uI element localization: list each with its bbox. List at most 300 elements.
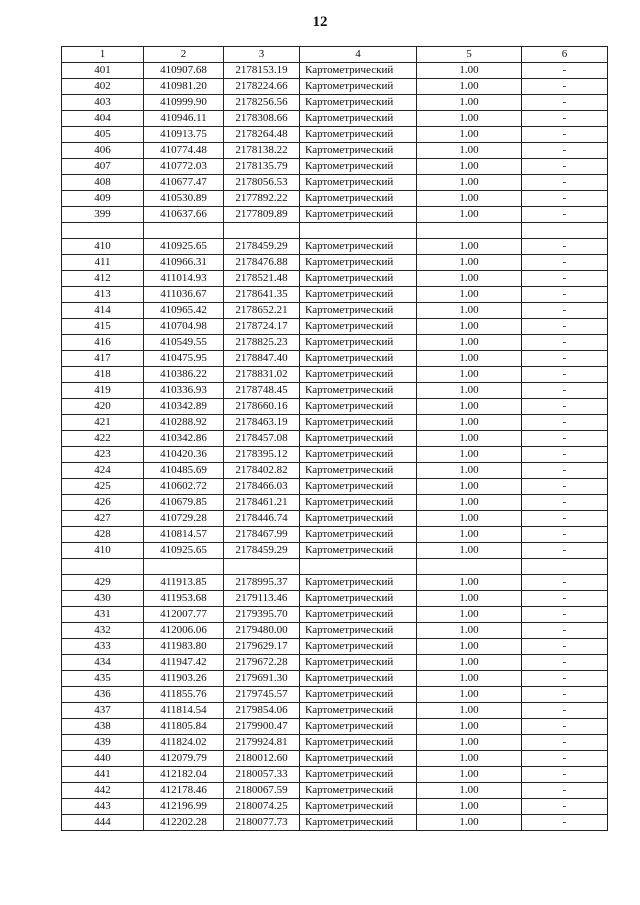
x-coordinate-cell: 410485.69 [144,463,224,479]
table-row [62,431,608,447]
column-header-2: 2 [144,47,224,63]
y-coordinate-cell: 2178825.23 [224,335,300,351]
method-cell: Картометрический [300,783,417,799]
point-number-cell: 416 [62,335,144,351]
x-coordinate-cell: 411036.67 [144,287,224,303]
x-coordinate-cell: 410729.28 [144,511,224,527]
note-cell: - [522,447,608,463]
method-cell: Картометрический [300,479,417,495]
accuracy-cell: 1.00 [417,799,522,815]
table-row [62,815,608,831]
point-number-cell: 441 [62,767,144,783]
method-cell: Картометрический [300,687,417,703]
x-coordinate-cell [144,559,224,575]
y-coordinate-cell: 2179395.70 [224,607,300,623]
accuracy-cell: 1.00 [417,271,522,287]
accuracy-cell: 1.00 [417,127,522,143]
table-row [62,511,608,527]
y-coordinate-cell: 2178461.21 [224,495,300,511]
point-number-cell: 417 [62,351,144,367]
point-number-cell: 434 [62,655,144,671]
x-coordinate-cell: 410475.95 [144,351,224,367]
x-coordinate-cell: 410966.31 [144,255,224,271]
point-number-cell: 444 [62,815,144,831]
point-number-cell: 435 [62,671,144,687]
note-cell: - [522,767,608,783]
point-number-cell: 427 [62,511,144,527]
method-cell: Картометрический [300,591,417,607]
method-cell: Картометрический [300,127,417,143]
note-cell: - [522,703,608,719]
y-coordinate-cell: 2179629.17 [224,639,300,655]
accuracy-cell [417,559,522,575]
table-row [62,479,608,495]
note-cell: - [522,463,608,479]
point-number-cell: 409 [62,191,144,207]
point-number-cell: 410 [62,543,144,559]
method-cell [300,559,417,575]
x-coordinate-cell: 410774.48 [144,143,224,159]
x-coordinate-cell: 411947.42 [144,655,224,671]
point-number-cell: 431 [62,607,144,623]
note-cell: - [522,607,608,623]
note-cell: - [522,751,608,767]
y-coordinate-cell: 2179924.81 [224,735,300,751]
y-coordinate-cell: 2178402.82 [224,463,300,479]
point-number-cell: 414 [62,303,144,319]
method-cell: Картометрический [300,79,417,95]
point-number-cell: 430 [62,591,144,607]
y-coordinate-cell: 2178224.66 [224,79,300,95]
note-cell: - [522,799,608,815]
table-row [62,191,608,207]
accuracy-cell: 1.00 [417,207,522,223]
accuracy-cell: 1.00 [417,735,522,751]
point-number-cell: 426 [62,495,144,511]
accuracy-cell: 1.00 [417,79,522,95]
table-row [62,783,608,799]
y-coordinate-cell: 2178652.21 [224,303,300,319]
table-row [62,367,608,383]
x-coordinate-cell: 410965.42 [144,303,224,319]
point-number-cell: 413 [62,287,144,303]
method-cell: Картометрический [300,159,417,175]
y-coordinate-cell: 2179480.00 [224,623,300,639]
method-cell: Картометрический [300,191,417,207]
table-row [62,303,608,319]
point-number-cell: 415 [62,319,144,335]
method-cell: Картометрический [300,543,417,559]
table-row [62,767,608,783]
accuracy-cell: 1.00 [417,575,522,591]
method-cell: Картометрический [300,527,417,543]
accuracy-cell: 1.00 [417,239,522,255]
y-coordinate-cell: 2178476.88 [224,255,300,271]
table-row [62,463,608,479]
table-row [62,79,608,95]
method-cell: Картометрический [300,287,417,303]
method-cell: Картометрический [300,415,417,431]
method-cell: Картометрический [300,351,417,367]
table-header-row [62,47,608,63]
note-cell: - [522,783,608,799]
note-cell: - [522,719,608,735]
point-number-cell: 403 [62,95,144,111]
accuracy-cell: 1.00 [417,479,522,495]
note-cell: - [522,319,608,335]
accuracy-cell: 1.00 [417,767,522,783]
note-cell: - [522,383,608,399]
method-cell: Картометрический [300,255,417,271]
point-number-cell: 418 [62,367,144,383]
table-row [62,239,608,255]
point-number-cell: 405 [62,127,144,143]
y-coordinate-cell: 2178138.22 [224,143,300,159]
method-cell: Картометрический [300,751,417,767]
y-coordinate-cell: 2180067.59 [224,783,300,799]
y-coordinate-cell: 2178459.29 [224,239,300,255]
table-row [62,671,608,687]
x-coordinate-cell: 410602.72 [144,479,224,495]
table-row [62,175,608,191]
point-number-cell: 411 [62,255,144,271]
table-body [62,63,608,831]
y-coordinate-cell: 2178256.56 [224,95,300,111]
point-number-cell: 438 [62,719,144,735]
x-coordinate-cell: 411014.93 [144,271,224,287]
point-number-cell: 439 [62,735,144,751]
y-coordinate-cell: 2178459.29 [224,543,300,559]
x-coordinate-cell: 410946.11 [144,111,224,127]
accuracy-cell: 1.00 [417,607,522,623]
accuracy-cell: 1.00 [417,175,522,191]
point-number-cell: 407 [62,159,144,175]
point-number-cell: 401 [62,63,144,79]
separator-row [62,223,608,239]
note-cell: - [522,63,608,79]
accuracy-cell: 1.00 [417,191,522,207]
x-coordinate-cell: 410814.57 [144,527,224,543]
accuracy-cell: 1.00 [417,399,522,415]
accuracy-cell: 1.00 [417,687,522,703]
table-row [62,719,608,735]
method-cell: Картометрический [300,655,417,671]
y-coordinate-cell: 2178724.17 [224,319,300,335]
point-number-cell: 443 [62,799,144,815]
method-cell: Картометрический [300,271,417,287]
point-number-cell: 406 [62,143,144,159]
x-coordinate-cell: 410981.20 [144,79,224,95]
table-row [62,127,608,143]
column-header-3: 3 [224,47,300,63]
point-number-cell: 399 [62,207,144,223]
point-number-cell: 436 [62,687,144,703]
accuracy-cell: 1.00 [417,95,522,111]
y-coordinate-cell: 2177809.89 [224,207,300,223]
note-cell: - [522,591,608,607]
y-coordinate-cell: 2179745.57 [224,687,300,703]
x-coordinate-cell: 412182.04 [144,767,224,783]
y-coordinate-cell: 2180074.25 [224,799,300,815]
y-coordinate-cell: 2178641.35 [224,287,300,303]
note-cell: - [522,399,608,415]
table-row [62,591,608,607]
method-cell: Картометрический [300,815,417,831]
note-cell: - [522,575,608,591]
note-cell: - [522,335,608,351]
note-cell: - [522,351,608,367]
note-cell: - [522,639,608,655]
x-coordinate-cell: 410679.85 [144,495,224,511]
table-row [62,623,608,639]
accuracy-cell: 1.00 [417,415,522,431]
point-number-cell: 420 [62,399,144,415]
method-cell: Картометрический [300,703,417,719]
note-cell: - [522,479,608,495]
x-coordinate-cell: 411953.68 [144,591,224,607]
table-row [62,607,608,623]
accuracy-cell: 1.00 [417,351,522,367]
table-row [62,159,608,175]
accuracy-cell: 1.00 [417,511,522,527]
accuracy-cell: 1.00 [417,591,522,607]
x-coordinate-cell: 412006.06 [144,623,224,639]
table-row [62,639,608,655]
y-coordinate-cell: 2178135.79 [224,159,300,175]
y-coordinate-cell: 2179691.30 [224,671,300,687]
point-number-cell: 442 [62,783,144,799]
x-coordinate-cell: 411814.54 [144,703,224,719]
table-row [62,447,608,463]
x-coordinate-cell: 412196.99 [144,799,224,815]
note-cell: - [522,127,608,143]
x-coordinate-cell: 410637.66 [144,207,224,223]
accuracy-cell: 1.00 [417,159,522,175]
method-cell: Картометрический [300,335,417,351]
method-cell: Картометрический [300,207,417,223]
point-number-cell: 422 [62,431,144,447]
note-cell: - [522,271,608,287]
table-row [62,63,608,79]
y-coordinate-cell: 2178446.74 [224,511,300,527]
note-cell: - [522,79,608,95]
note-cell: - [522,655,608,671]
column-header-5: 5 [417,47,522,63]
note-cell: - [522,175,608,191]
method-cell: Картометрический [300,95,417,111]
table-row [62,383,608,399]
accuracy-cell: 1.00 [417,319,522,335]
y-coordinate-cell [224,223,300,239]
table-row [62,335,608,351]
note-cell: - [522,255,608,271]
note-cell: - [522,431,608,447]
note-cell: - [522,111,608,127]
accuracy-cell: 1.00 [417,111,522,127]
y-coordinate-cell: 2178467.99 [224,527,300,543]
x-coordinate-cell: 410677.47 [144,175,224,191]
x-coordinate-cell: 410420.36 [144,447,224,463]
table-row [62,751,608,767]
x-coordinate-cell: 410704.98 [144,319,224,335]
y-coordinate-cell: 2178056.53 [224,175,300,191]
table-row [62,207,608,223]
separator-row [62,559,608,575]
method-cell [300,223,417,239]
note-cell: - [522,367,608,383]
x-coordinate-cell: 410925.65 [144,239,224,255]
method-cell: Картометрический [300,367,417,383]
accuracy-cell: 1.00 [417,527,522,543]
note-cell: - [522,191,608,207]
y-coordinate-cell: 2178995.37 [224,575,300,591]
note-cell: - [522,303,608,319]
note-cell: - [522,495,608,511]
accuracy-cell: 1.00 [417,495,522,511]
note-cell: - [522,687,608,703]
table-row [62,703,608,719]
accuracy-cell: 1.00 [417,815,522,831]
note-cell: - [522,159,608,175]
y-coordinate-cell: 2179900.47 [224,719,300,735]
x-coordinate-cell: 411855.76 [144,687,224,703]
note-cell [522,559,608,575]
method-cell: Картометрический [300,623,417,639]
method-cell: Картометрический [300,575,417,591]
accuracy-cell: 1.00 [417,63,522,79]
x-coordinate-cell: 410913.75 [144,127,224,143]
y-coordinate-cell: 2179672.28 [224,655,300,671]
y-coordinate-cell: 2178457.08 [224,431,300,447]
x-coordinate-cell: 410772.03 [144,159,224,175]
column-header-6: 6 [522,47,608,63]
x-coordinate-cell: 411903.26 [144,671,224,687]
method-cell: Картометрический [300,431,417,447]
page-number: 12 [312,14,328,30]
method-cell: Картометрический [300,175,417,191]
table-row [62,527,608,543]
table-row [62,575,608,591]
x-coordinate-cell: 412202.28 [144,815,224,831]
point-number-cell [62,223,144,239]
y-coordinate-cell: 2178748.45 [224,383,300,399]
x-coordinate-cell: 410342.86 [144,431,224,447]
y-coordinate-cell: 2178521.48 [224,271,300,287]
y-coordinate-cell: 2177892.22 [224,191,300,207]
note-cell: - [522,415,608,431]
x-coordinate-cell: 410336.93 [144,383,224,399]
note-cell: - [522,95,608,111]
table-row [62,95,608,111]
accuracy-cell: 1.00 [417,447,522,463]
x-coordinate-cell: 410342.89 [144,399,224,415]
point-number-cell: 429 [62,575,144,591]
x-coordinate-cell: 410549.55 [144,335,224,351]
table-row [62,111,608,127]
accuracy-cell: 1.00 [417,143,522,159]
x-coordinate-cell: 411805.84 [144,719,224,735]
coordinates-table [61,46,608,831]
column-header-1: 1 [62,47,144,63]
x-coordinate-cell: 410530.89 [144,191,224,207]
accuracy-cell: 1.00 [417,703,522,719]
method-cell: Картометрический [300,495,417,511]
note-cell: - [522,815,608,831]
y-coordinate-cell: 2178463.19 [224,415,300,431]
accuracy-cell: 1.00 [417,303,522,319]
table-row [62,271,608,287]
y-coordinate-cell: 2178660.16 [224,399,300,415]
accuracy-cell [417,223,522,239]
y-coordinate-cell: 2180057.33 [224,767,300,783]
column-header-4: 4 [300,47,417,63]
table-row [62,287,608,303]
note-cell: - [522,735,608,751]
note-cell: - [522,287,608,303]
method-cell: Картометрический [300,463,417,479]
table-row [62,255,608,271]
table-row [62,399,608,415]
method-cell: Картометрический [300,511,417,527]
table-row [62,543,608,559]
table-row [62,415,608,431]
y-coordinate-cell [224,559,300,575]
y-coordinate-cell: 2179113.46 [224,591,300,607]
x-coordinate-cell: 410925.65 [144,543,224,559]
y-coordinate-cell: 2180012.60 [224,751,300,767]
accuracy-cell: 1.00 [417,751,522,767]
method-cell: Картометрический [300,799,417,815]
y-coordinate-cell: 2178831.02 [224,367,300,383]
note-cell: - [522,671,608,687]
point-number-cell: 404 [62,111,144,127]
method-cell: Картометрический [300,239,417,255]
method-cell: Картометрический [300,447,417,463]
y-coordinate-cell: 2178264.48 [224,127,300,143]
table-row [62,319,608,335]
method-cell: Картометрический [300,383,417,399]
y-coordinate-cell: 2178466.03 [224,479,300,495]
note-cell: - [522,239,608,255]
table-row [62,143,608,159]
method-cell: Картометрический [300,607,417,623]
accuracy-cell: 1.00 [417,335,522,351]
accuracy-cell: 1.00 [417,639,522,655]
table-row [62,687,608,703]
point-number-cell: 424 [62,463,144,479]
method-cell: Картометрический [300,399,417,415]
point-number-cell: 428 [62,527,144,543]
x-coordinate-cell: 412007.77 [144,607,224,623]
table-row [62,799,608,815]
accuracy-cell: 1.00 [417,783,522,799]
point-number-cell: 402 [62,79,144,95]
method-cell: Картометрический [300,671,417,687]
y-coordinate-cell: 2178153.19 [224,63,300,79]
x-coordinate-cell: 412178.46 [144,783,224,799]
x-coordinate-cell: 410386.22 [144,367,224,383]
method-cell: Картометрический [300,719,417,735]
x-coordinate-cell: 410907.68 [144,63,224,79]
accuracy-cell: 1.00 [417,463,522,479]
x-coordinate-cell: 412079.79 [144,751,224,767]
method-cell: Картометрический [300,63,417,79]
y-coordinate-cell: 2178308.66 [224,111,300,127]
table-row [62,735,608,751]
point-number-cell: 412 [62,271,144,287]
accuracy-cell: 1.00 [417,671,522,687]
point-number-cell: 410 [62,239,144,255]
